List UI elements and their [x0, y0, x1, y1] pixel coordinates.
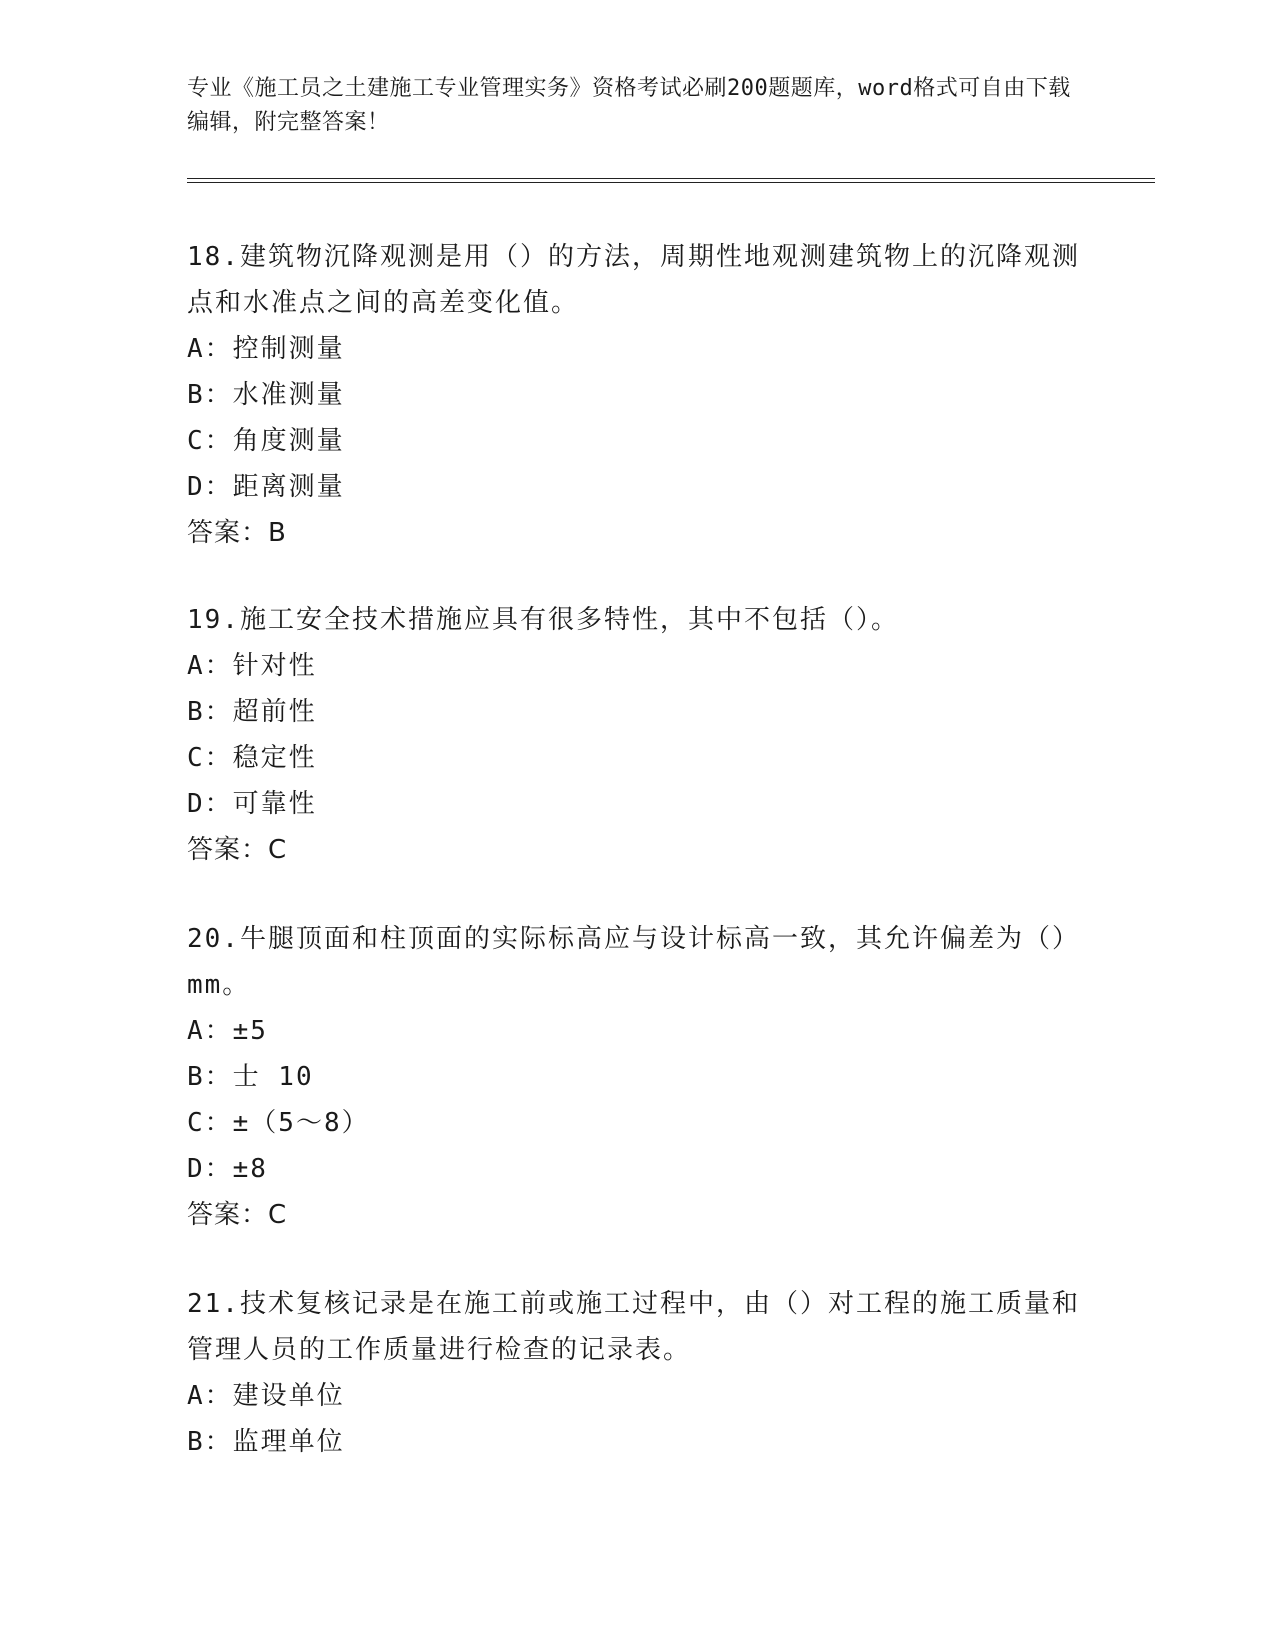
header-text: 专业《施工员之土建施工专业管理实务》资格考试必刷200题题库，word格式可自由下载编辑，附完整答案！	[187, 76, 1071, 135]
answer-line: 答案：B	[187, 518, 287, 548]
question-20	[187, 916, 1087, 1238]
option-b: B：超前性	[187, 697, 317, 727]
option-c: C：角度测量	[187, 426, 345, 456]
question-19	[187, 597, 1087, 873]
question-stem: 19.施工安全技术措施应具有很多特性，其中不包括（）。	[187, 605, 899, 635]
question-18	[187, 234, 1087, 556]
option-a: A：针对性	[187, 651, 317, 681]
answer-line: 答案：C	[187, 835, 288, 865]
option-b: B：士 10	[187, 1062, 314, 1092]
question-stem: 21.技术复核记录是在施工前或施工过程中，由（）对工程的施工质量和管理人员的工作质量进行检查的记录表。	[187, 1289, 1080, 1365]
question-stem: 20.牛腿顶面和柱顶面的实际标高应与设计标高一致，其允许偏差为（）mm。	[187, 924, 1080, 1000]
option-b: B：监理单位	[187, 1427, 345, 1457]
document-header	[187, 72, 1087, 140]
option-d: D：距离测量	[187, 472, 345, 502]
option-a: A：控制测量	[187, 334, 345, 364]
option-b: B：水准测量	[187, 380, 345, 410]
option-a: A：建设单位	[187, 1381, 345, 1411]
question-stem: 18.建筑物沉降观测是用（）的方法，周期性地观测建筑物上的沉降观测点和水准点之间的高差变化值。	[187, 242, 1080, 318]
header-divider	[187, 178, 1155, 183]
option-d: D：可靠性	[187, 789, 317, 819]
question-21	[187, 1281, 1087, 1465]
option-d: D：±8	[187, 1154, 268, 1184]
option-c: C：稳定性	[187, 743, 317, 773]
answer-line: 答案：C	[187, 1200, 288, 1230]
option-a: A：±5	[187, 1016, 268, 1046]
option-c: C：±（5～8）	[187, 1108, 370, 1138]
